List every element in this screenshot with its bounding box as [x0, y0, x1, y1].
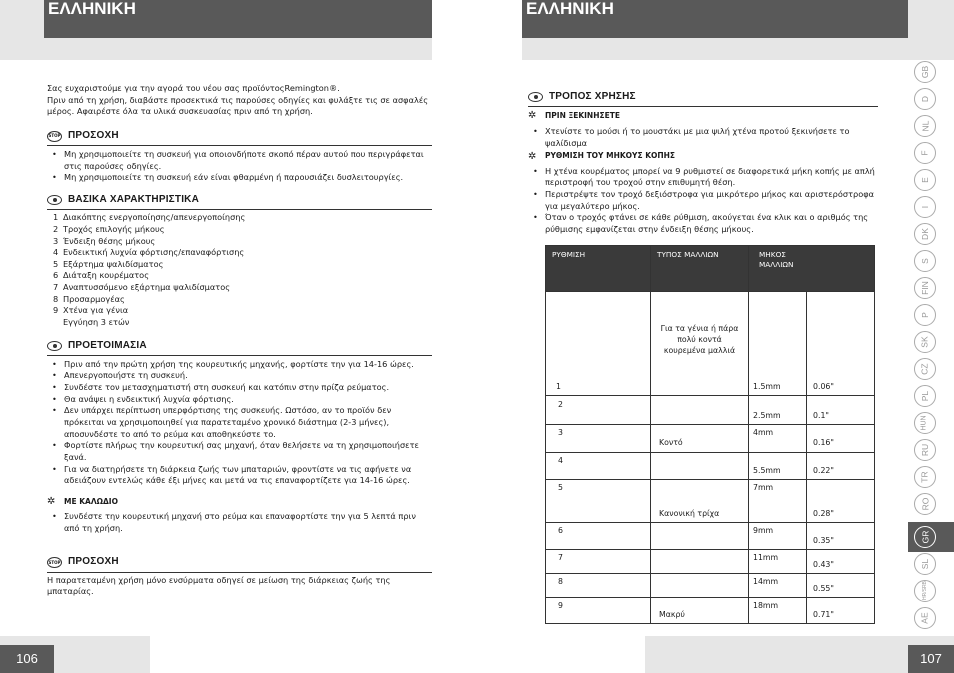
tab-ae[interactable]: AE [914, 607, 936, 629]
length-heading [528, 150, 878, 164]
cell-hair-type: Κανονική τρίχα [651, 479, 749, 522]
tab-tr[interactable]: TR [914, 466, 936, 488]
cord-heading [47, 495, 432, 509]
page-number-right: 107 [908, 645, 954, 673]
eye-icon [528, 92, 543, 102]
stop-icon: STOP [47, 131, 62, 142]
cell-setting: 3 [546, 424, 651, 452]
table-header-row [546, 245, 875, 291]
table-row [546, 291, 875, 395]
before-list [528, 126, 878, 149]
cell-mm: 18mm [749, 597, 807, 623]
table-row [546, 573, 875, 597]
list-item: 3 Ένδειξη θέσης μήκους [53, 235, 156, 246]
cord-title: ΜΕ ΚΑΛΩΔΙΟ [64, 496, 118, 506]
table-row [546, 452, 875, 479]
length-settings-table [545, 245, 875, 624]
list-item: 1 Διακόπτης ενεργοποίησης/απενεργοποίησης [53, 212, 246, 223]
cell-mm: 14mm [749, 573, 807, 597]
list-item: 6 Διάταξη κουρέματος [53, 270, 149, 281]
intro-line-3: μέρος. Αφαιρέστε όλα τα υλικά συσκευασίας πριν από τη χρήση. [47, 106, 313, 117]
right-page-header: ΕΛΛΗΝΙΚΗ [522, 0, 908, 38]
list-item: Εγγύηση 3 ετών [63, 316, 130, 327]
cell-hair-type [651, 549, 749, 573]
table-row [546, 424, 875, 452]
before-heading [528, 109, 878, 123]
tab-d[interactable]: D [914, 88, 936, 110]
tab-dk[interactable]: DK [914, 223, 936, 245]
list-item: • Μη χρησιμοποιείτε τη συσκευή εάν είναι φθαρμένη ή παρουσιάζει δυσλειτουργίες. [47, 172, 432, 184]
cell-mm: 9mm [749, 522, 807, 549]
cell-inch: 0.28" [807, 479, 875, 522]
cell-hair-type: Μακρύ [651, 597, 749, 623]
cell-inch: 0.1" [807, 395, 875, 424]
header-hair-type: ΤΥΠΟΣ ΜΑΛΛΙΩΝ [651, 245, 749, 291]
length-title: ΡΥΘΜΙΣΗ ΤΟΥ ΜΗΚΟΥΣ ΚΟΠΗΣ [545, 151, 676, 161]
list-item: • Θα ανάψει η ενδεικτική λυχνία φόρτισης. [47, 394, 432, 406]
cell-inch: 0.35" [807, 522, 875, 549]
tab-hr-srb[interactable]: HR/SRB [914, 580, 936, 602]
list-item: 7 Αναπτυσσόμενο εξάρτημα ψαλιδίσματος [53, 282, 231, 293]
table-row [546, 597, 875, 623]
asterisk-icon: ✲ [528, 150, 537, 162]
length-list [528, 166, 878, 236]
cord-list [47, 511, 432, 534]
cell-setting: 9 [546, 597, 651, 623]
eye-icon [47, 341, 62, 351]
cell-hair-type: Για τα γένια ή πάρα πολύ κοντά κουρεμένα μαλλιά [651, 291, 749, 395]
asterisk-icon: ✲ [528, 110, 537, 122]
tab-p[interactable]: P [914, 304, 936, 326]
list-item: • Χτενίστε το μούσι ή το μουστάκι με μια ψιλή χτένα προτού ξεκινήσετε το ψαλίδισμα [528, 126, 878, 149]
usage-heading [528, 90, 878, 107]
left-page-content [47, 83, 432, 598]
tab-ro[interactable]: RO [914, 493, 936, 515]
tab-e[interactable]: E [914, 169, 936, 191]
features-heading [47, 193, 432, 210]
list-item: 2 Τροχός επιλογής μήκους [53, 223, 165, 234]
tab-pl[interactable]: PL [914, 385, 936, 407]
header-hair-length: ΜΗΚΟΣ ΜΑΛΛΙΩΝ [749, 245, 875, 291]
list-item: • Συνδέστε την κουρευτική μηχανή στο ρεύμα και επαναφορτίστε την για 5 λεπτά πριν από τη χρήση. [47, 511, 432, 534]
table-row [546, 549, 875, 573]
cell-hair-type [651, 395, 749, 424]
list-item: • Όταν ο τροχός φτάνει σε κάθε ρύθμιση, ακούγεται ένα κλικ και ο αριθμός της ρύθμισης εμφανίζεται στην ένδειξη θέσης μήκους. [528, 212, 878, 235]
language-tabs [908, 58, 954, 632]
cell-mm: 1.5mm [749, 291, 807, 395]
cell-setting: 2 [546, 395, 651, 424]
caution-title-2: ΠΡΟΣΟΧΗ [68, 556, 119, 568]
cell-setting: 8 [546, 573, 651, 597]
tab-gr[interactable]: GR [914, 526, 936, 548]
cell-mm: 7mm [749, 479, 807, 522]
right-page-content [528, 90, 878, 624]
before-title: ΠΡΙΝ ΞΕΚΙΝΗΣΕΤΕ [545, 110, 620, 120]
list-item: 5 Εξάρτημα ψαλιδίσματος [53, 258, 164, 269]
cell-hair-type [651, 452, 749, 479]
cell-hair-type [651, 522, 749, 549]
list-item: • Για να διατηρήσετε τη διάρκεια ζωής των μπαταριών, φροντίστε να τις αφήνετε να αδειάζουν εντελώς κάθε έξι μήνες και μετά να τις επαναφορτίζετε για 14-16 ώρες. [47, 464, 432, 487]
caution-list-1 [47, 149, 432, 184]
cell-inch: 0.55" [807, 573, 875, 597]
list-item: • Πριν από την πρώτη χρήση της κουρευτικής μηχανής, φορτίστε την για 14-16 ώρες. [47, 359, 432, 371]
list-item: 8 Προσαρμογέας [53, 293, 125, 304]
intro-line-1: Σας ευχαριστούμε για την αγορά του νέου σας προϊόντοςRemington®. [47, 83, 340, 93]
caution-text-2: Η παρατεταμένη χρήση μόνο ενσύρματα οδηγεί σε μείωση της διάρκειας ζωής της μπαταρίας. [47, 574, 391, 597]
list-item: • Φορτίστε πλήρως την κουρευτική σας μηχανή, όταν θελήσετε να τη χρησιμοποιήσετε ξανά. [47, 440, 432, 463]
cell-inch: 0.43" [807, 549, 875, 573]
table-row [546, 479, 875, 522]
list-item: • Η χτένα κουρέματος μπορεί να 9 ρυθμιστεί σε διαφορετικά μήκη κοπής με απλή περιστροφή του τροχού στην επιθυμητή θέση. [528, 166, 878, 189]
caution-heading-1 [47, 129, 432, 146]
tab-f[interactable]: F [914, 142, 936, 164]
list-item: • Συνδέστε τον μετασχηματιστή στη συσκευή και κατόπιν στην πρίζα ρεύματος. [47, 382, 432, 394]
list-item: • Μη χρησιμοποιείτε τη συσκευή για οποιονδήποτε σκοπό πέραν αυτού που περιγράφεται στις παρούσες οδηγίες. [47, 149, 432, 172]
stop-icon: STOP [47, 557, 62, 568]
tab-i[interactable]: I [914, 196, 936, 218]
preparation-list [47, 359, 432, 487]
usage-title: ΤΡΟΠΟΣ ΧΡΗΣΗΣ [549, 91, 636, 102]
tab-cz[interactable]: CZ [914, 358, 936, 380]
tab-sl[interactable]: SL [914, 553, 936, 575]
asterisk-icon: ✲ [47, 495, 56, 507]
table-row [546, 522, 875, 549]
caution-heading-2 [47, 555, 432, 572]
list-item: • Περιστρέψτε τον τροχό δεξιόστροφα για μικρότερο μήκος και αριστερόστροφα για μεγαλύτερο μήκος. [528, 189, 878, 212]
tab-ru[interactable]: RU [914, 439, 936, 461]
preparation-heading [47, 339, 432, 356]
tab-s[interactable]: S [914, 250, 936, 272]
header-setting: ΡΥΘΜΙΣΗ [546, 245, 651, 291]
cell-setting: 7 [546, 549, 651, 573]
left-page-header: ΕΛΛΗΝΙΚΗ [44, 0, 432, 38]
cell-inch: 0.16" [807, 424, 875, 452]
cell-mm: 11mm [749, 549, 807, 573]
features-title: ΒΑΣΙΚΑ ΧΑΡΑΚΤΗΡΙΣΤΙΚΑ [68, 194, 200, 206]
list-item: • Δεν υπάρχει περίπτωση υπερφόρτισης της συσκευής. Ωστόσο, αν το προϊόν δεν πρόκειται να χρησιμοποιηθεί για παρατεταμένο χρονικό διάστημα (2-3 μήνες), αποσυνδέστε το από το ρεύμα και αποθηκεύστε το. [47, 405, 432, 440]
tab-nl[interactable]: NL [914, 115, 936, 137]
cell-setting: 1 [546, 291, 651, 395]
list-item: 9 Χτένα για γένια [53, 305, 129, 316]
cell-hair-type [651, 573, 749, 597]
cell-inch: 0.06" [807, 291, 875, 395]
caution-title-1: ΠΡΟΣΟΧΗ [68, 129, 119, 141]
cell-mm: 5.5mm [749, 452, 807, 479]
cell-inch: 0.22" [807, 452, 875, 479]
list-item: 4 Ενδεικτική λυχνία φόρτισης/επαναφόρτισης [53, 247, 245, 258]
cell-hair-type: Κοντό [651, 424, 749, 452]
features-list [47, 212, 432, 328]
eye-icon [47, 195, 62, 205]
page-number-left: 106 [0, 645, 54, 673]
list-item: • Απενεργοποιήστε τη συσκευή. [47, 370, 432, 382]
table-row [546, 395, 875, 424]
tab-fin[interactable]: FIN [914, 277, 936, 299]
center-gutter [432, 0, 522, 60]
tab-hun[interactable]: HUN [914, 412, 936, 434]
tab-sk[interactable]: SK [914, 331, 936, 353]
tab-gb[interactable]: GB [914, 61, 936, 83]
cell-inch: 0.71" [807, 597, 875, 623]
preparation-title: ΠΡΟΕΤΟΙΜΑΣΙΑ [68, 339, 147, 351]
intro-line-2: Πριν από τη χρήση, διαβάστε προσεκτικά τις παρούσες οδηγίες και φυλάξτε τις σε ασφαλές [47, 94, 429, 105]
cell-mm: 2.5mm [749, 395, 807, 424]
cell-mm: 4mm [749, 424, 807, 452]
cell-setting: 5 [546, 479, 651, 522]
cell-setting: 4 [546, 452, 651, 479]
cell-setting: 6 [546, 522, 651, 549]
